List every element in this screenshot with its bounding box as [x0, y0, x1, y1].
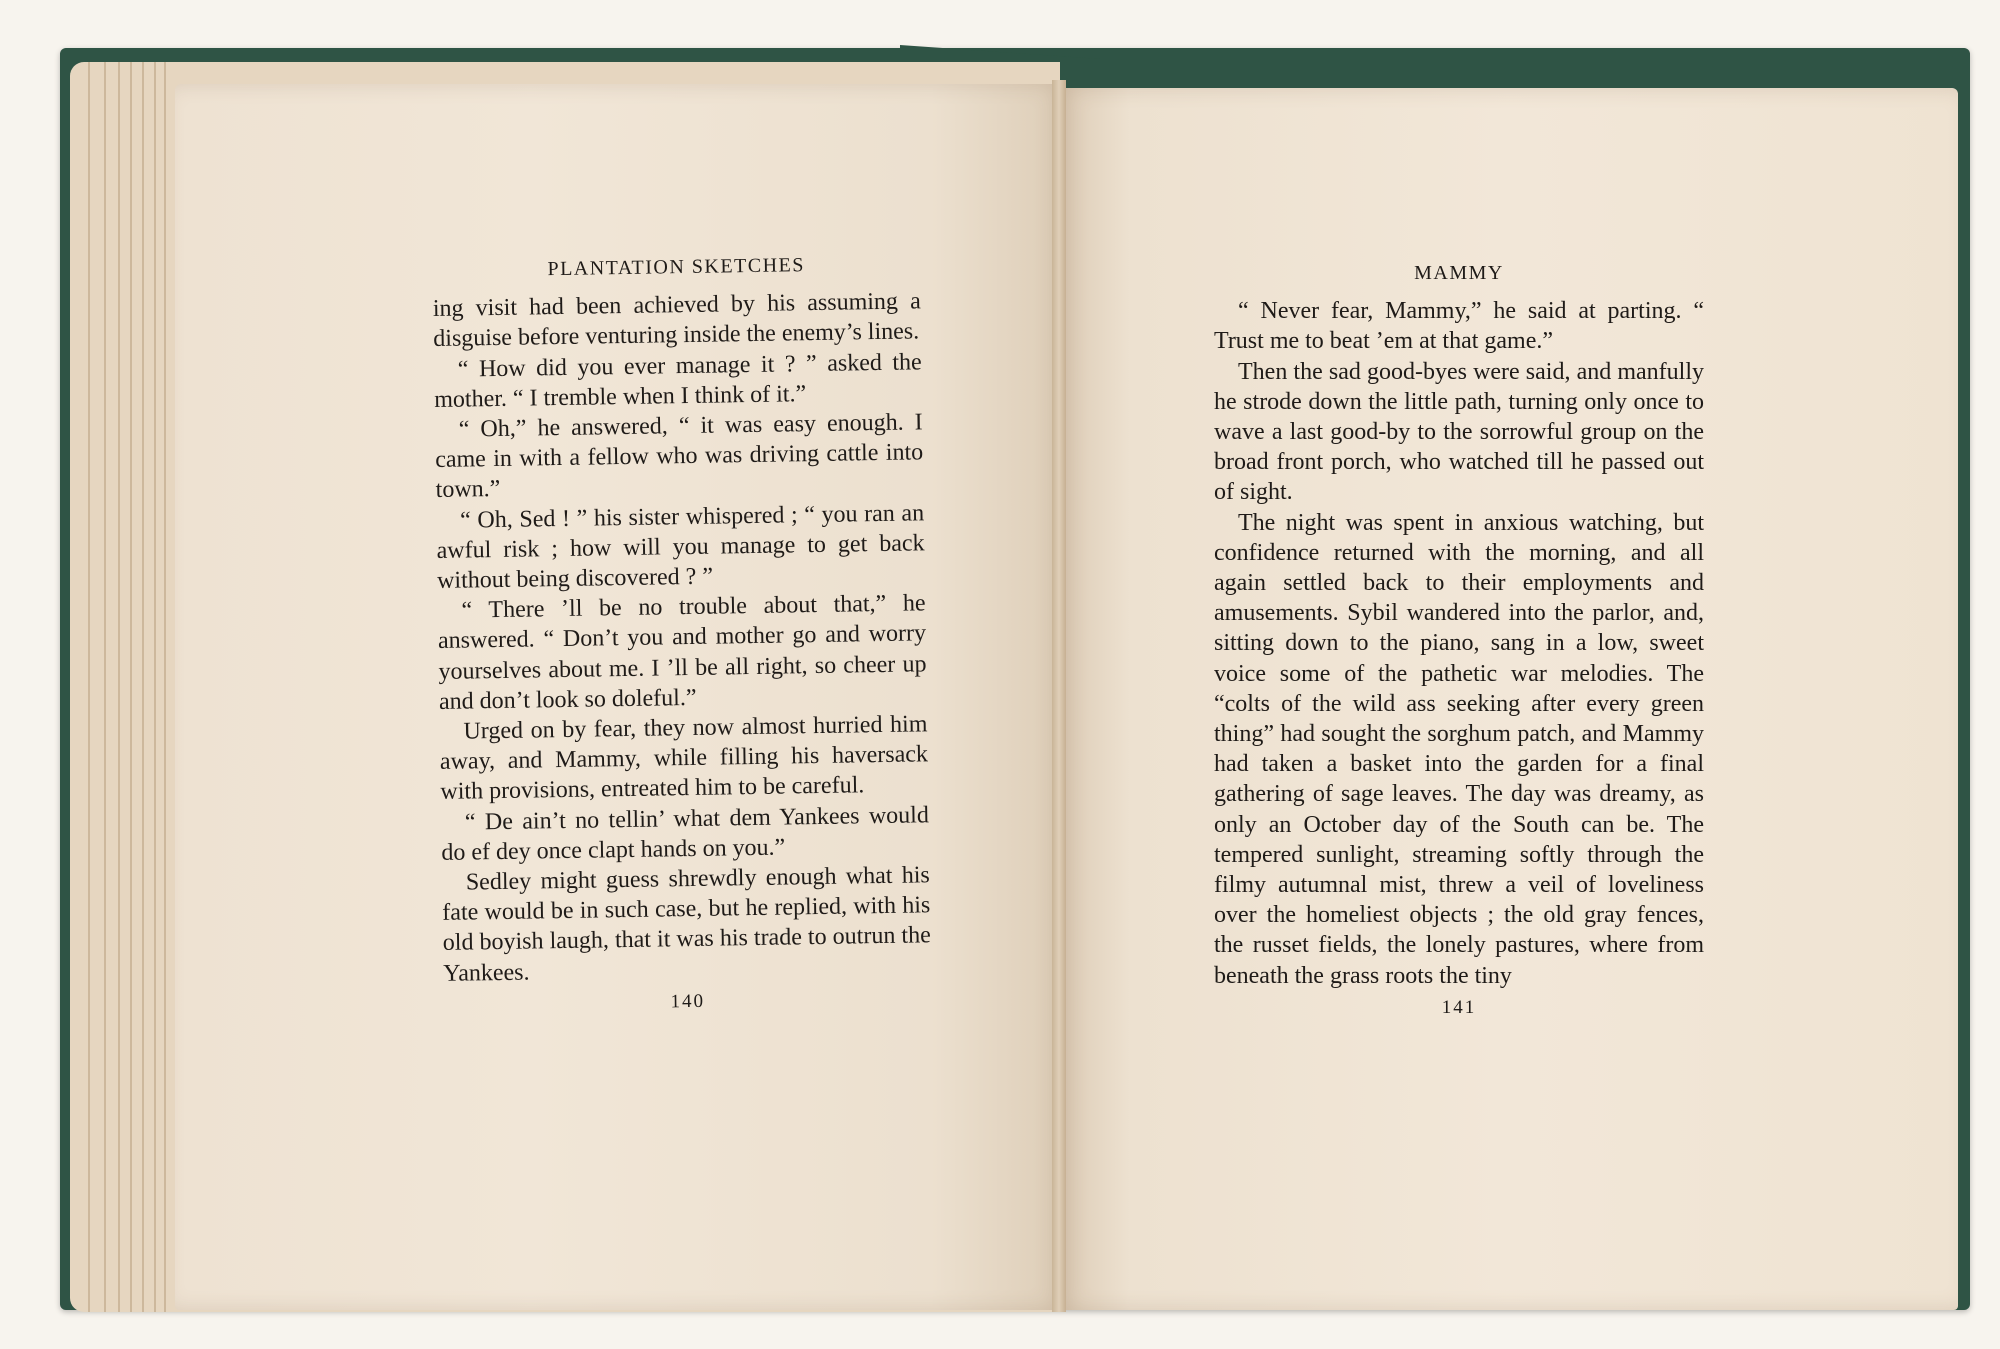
left-paragraph: “ De ain’t no tellin’ what dem Yankees would do ef dey once clapt hands on you.” [441, 801, 930, 866]
book-gutter [1052, 80, 1066, 1312]
right-running-head: MAMMY [1414, 262, 1504, 284]
left-paragraph: ing visit had been achieved by his assuming a disguise before venturing inside the enemy’s lines. [432, 288, 921, 353]
left-paragraph: Urged on by fear, they now almost hurried him away, and Mammy, while filling his haversack with provisions, entreated him to be careful. [439, 711, 929, 806]
left-page-text [432, 248, 932, 1021]
left-paragraph: “ There ’ll be no trouble about that,” he answered. “ Don’t you and mother go and worry yourselves about me. I ’ll be all right, so cheer up and don’t look so doleful.” [437, 590, 927, 715]
left-running-head: PLANTATION SKETCHES [547, 254, 806, 281]
left-page-number: 140 [670, 990, 706, 1013]
right-paragraph: The night was spent in anxious watching, but confidence returned with the morning, and all again settled back to their employments and amusements. Sybil wandered into the parlor, and, sitting down to the piano, sang in a low, sweet voice some of the pathetic war melodies. The “colts of the wild ass seeking after every green thing” had sought the sorghum patch, and Mammy had taken a basket into the garden for a final gathering of sage leaves. The day was dreamy, as only an October day of the South can be. The tempered sunlight, streaming softly through the filmy autumnal mist, threw a veil of loveliness over the homeliest objects ; the old gray fences, the russet fields, the lonely pastures, where from beneath the grass roots the tiny [1214, 509, 1704, 989]
right-paragraph: Then the sad good-byes were said, and manfully he strode down the little path, turning only once to wave a last good-by to the sorrowful group on the broad front porch, who watched till he passed out of sight. [1214, 358, 1704, 506]
right-page-text [1214, 258, 1704, 1023]
left-paragraph: “ How did you ever manage it ? ” asked the mother. “ I tremble when I think of it.” [434, 348, 922, 413]
left-paragraph: Sedley might guess shrewdly enough what his fate would be in such case, but he replied, with his old boyish laugh, that it was his trade to outrun the Yankees. [442, 862, 931, 987]
right-page-number: 141 [1441, 996, 1477, 1018]
left-paragraph: “ Oh, Sed ! ” his sister whispered ; “ you ran an awful risk ; how will you manage to get back without being discovered ? ” [436, 499, 925, 594]
left-paragraph: “ Oh,” he answered, “ it was easy enough. I came in with a fellow who was driving cattle into town.” [435, 409, 924, 504]
right-paragraph: “ Never fear, Mammy,” he said at parting. “ Trust me to beat ’em at that game.” [1214, 298, 1704, 355]
